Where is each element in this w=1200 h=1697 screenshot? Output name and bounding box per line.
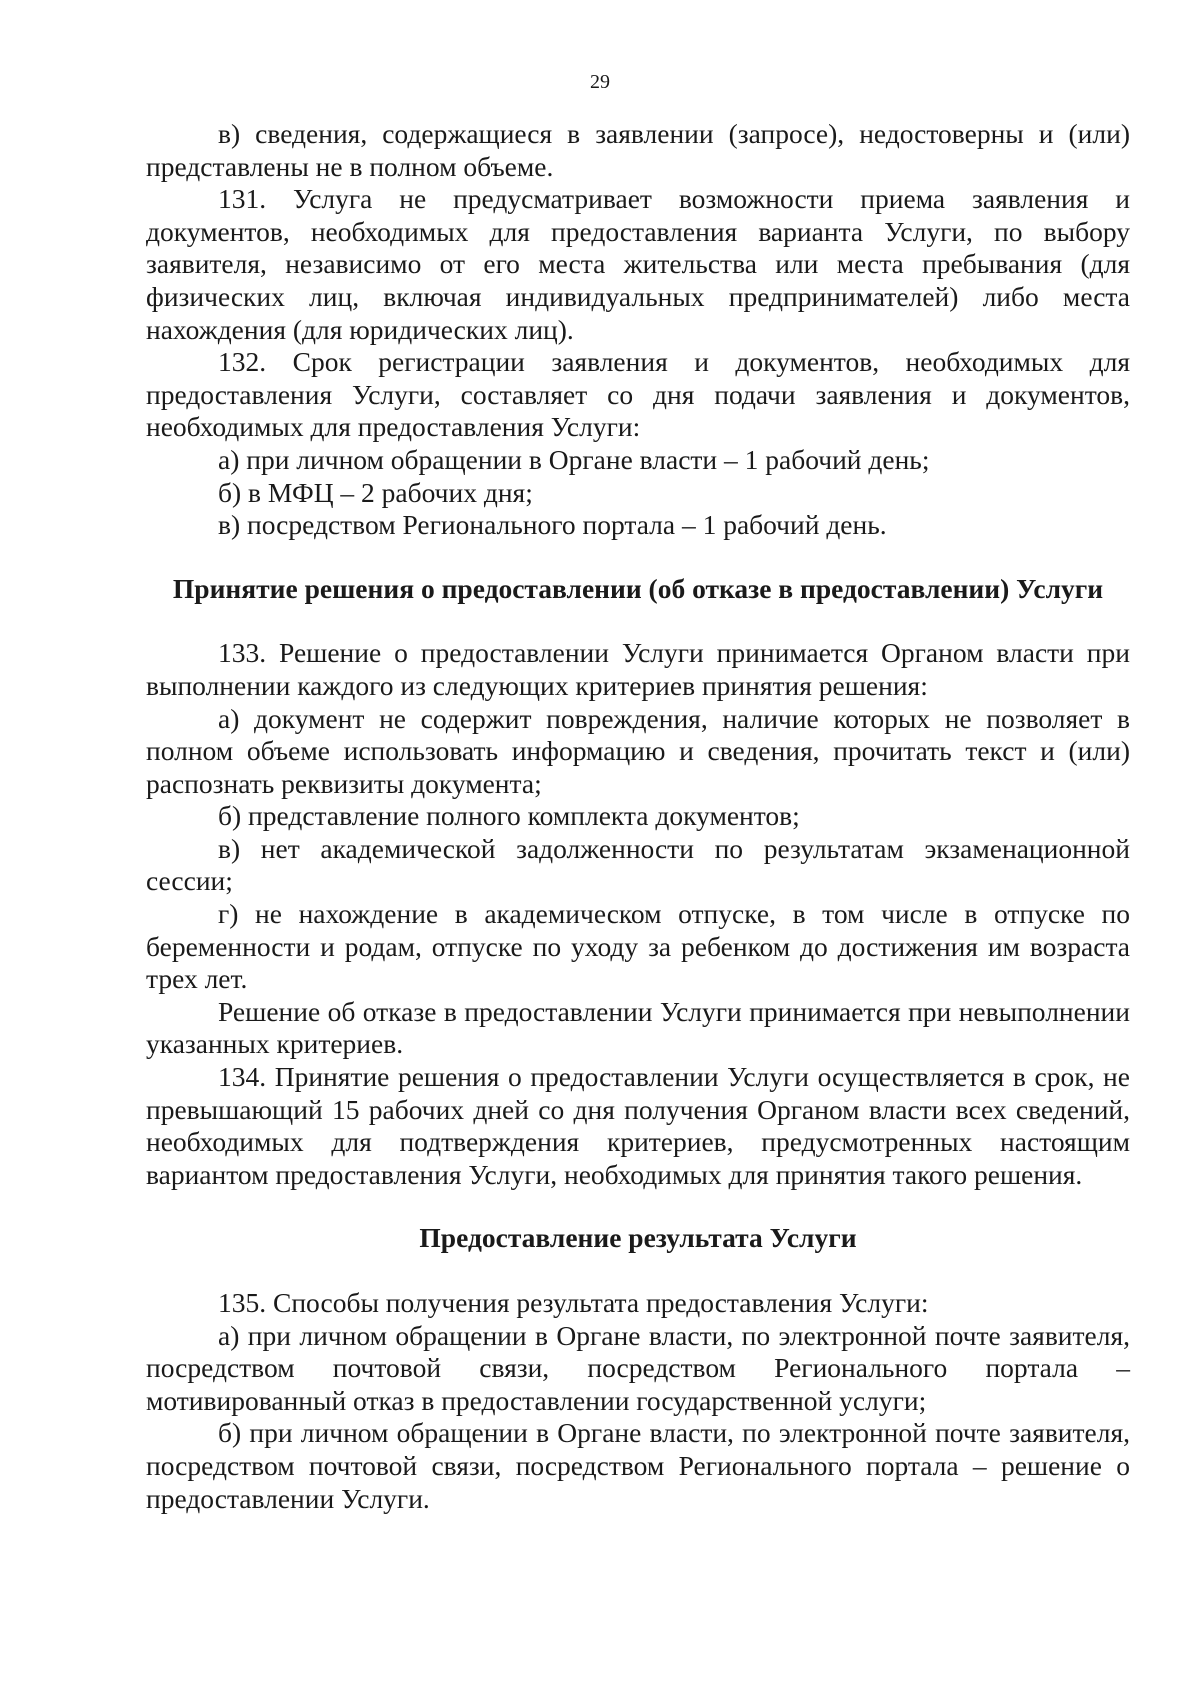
paragraph-133-a: а) документ не содержит повреждения, наличие которых не позволяет в полном объеме использовать информацию и сведения, прочитать текст и (или) распознать реквизиты документа; bbox=[146, 702, 1130, 799]
document-body bbox=[146, 118, 1130, 1515]
paragraph-135: 135. Способы получения результата предоставления Услуги: bbox=[218, 1287, 929, 1318]
paragraph-133-b: б) представление полного комплекта документов; bbox=[218, 800, 800, 832]
paragraph-132-b: б) в МФЦ – 2 рабочих дня; bbox=[218, 476, 533, 508]
page-number: 29 bbox=[590, 71, 610, 93]
section-heading-result: Предоставление результата Услуги bbox=[419, 1222, 857, 1254]
paragraph-134: 134. Принятие решения о предоставлении Услуги осуществляется в срок, не превышающий 15 рабочих дней со дня получения Органом власти всех сведений, необходимых для подтверждения критериев, предусмотренных настоящим вариантом предоставления Услуги, необходимых для принятия такого решения. bbox=[146, 1061, 1130, 1190]
paragraph-item-v-continued: в) сведения, содержащиеся в заявлении (запросе), недостоверны и (или) представлены не в полном объеме. bbox=[146, 118, 1130, 182]
paragraph-133: 133. Решение о предоставлении Услуги принимается Органом власти при выполнении каждого из следующих критериев принятия решения: bbox=[146, 637, 1130, 701]
section-heading-decision: Принятие решения о предоставлении (об отказе в предоставлении) Услуги bbox=[172, 572, 1104, 604]
paragraph-135-a: а) при личном обращении в Органе власти, по электронной почте заявителя, посредством почтовой связи, посредством Регионального портала – мотивированный отказ в предоставлении государственной услуги; bbox=[146, 1319, 1130, 1416]
paragraph-132-v: в) посредством Регионального портала – 1 рабочий день. bbox=[218, 509, 887, 541]
paragraph-133-g: г) не нахождение в академическом отпуске, в том числе в отпуске по беременности и родам, отпуске по уходу за ребенком до достижения им возраста трех лет. bbox=[146, 898, 1130, 995]
paragraph-131: 131. Услуга не предусматривает возможности приема заявления и документов, необходимых для предоставления варианта Услуги, по выбору заявителя, независимо от его места жительства или места пребывания (для физических лиц, включая индивидуальных предпринимателей) либо места нахождения (для юридических лиц). bbox=[146, 183, 1130, 345]
paragraph-refusal-decision: Решение об отказе в предоставлении Услуги принимается при невыполнении указанных критериев. bbox=[146, 995, 1130, 1060]
paragraph-133-v: в) нет академической задолженности по результатам экзаменационной сессии; bbox=[146, 832, 1130, 897]
paragraph-135-b: б) при личном обращении в Органе власти, по электронной почте заявителя, посредством почтовой связи, посредством Регионального портала – решение о предоставлении Услуги. bbox=[146, 1417, 1130, 1514]
paragraph-132: 132. Срок регистрации заявления и документов, необходимых для предоставления Услуги, составляет со дня подачи заявления и документов, необходимых для предоставления Услуги: bbox=[146, 346, 1130, 443]
paragraph-132-a: а) при личном обращении в Органе власти – 1 рабочий день; bbox=[218, 443, 930, 475]
